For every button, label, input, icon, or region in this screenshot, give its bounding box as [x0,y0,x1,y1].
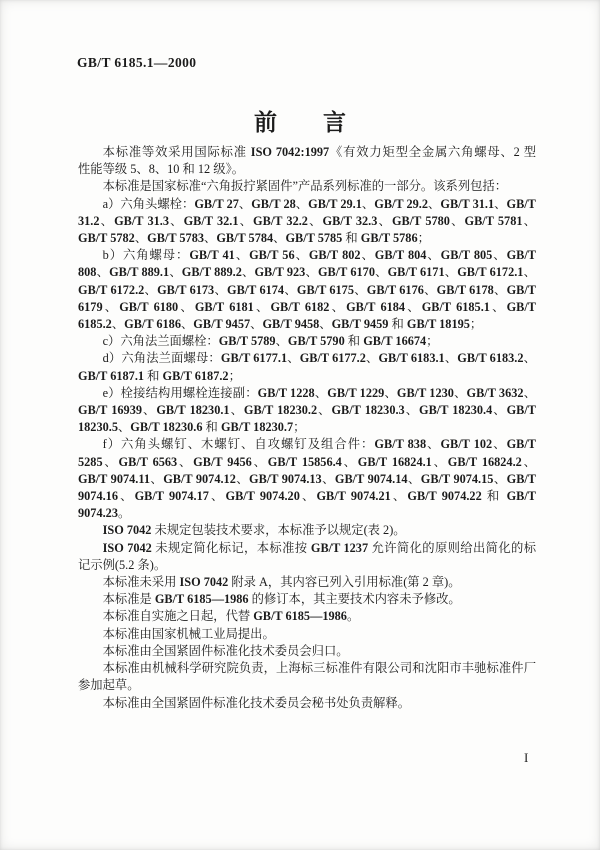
paragraph: 本标准由国家机械工业局提出。 [102,626,275,641]
paragraph: 本标准由机械科学研究院负责，上海标三标准件有限公司和沈阳市丰驰标准件厂参加起草。 [78,661,536,693]
paragraph: a）六角头螺栓：GB/T 27、GB/T 28、GB/T 29.1、GB/T 29.2、GB/T 31.1、GB/T 31.2、GB/T 31.3、GB/T 32.1、GB/T 32.2、GB/T 32.3、GB/T 5780、GB/T 5781、GB/T 5782、GB/T 5783、GB/T 5784、GB/T 5785 和 GB/T 5786； [78,196,536,246]
paragraph: b）六角螺母：GB/T 41、GB/T 56、GB/T 802、GB/T 804、GB/T 805、GB/T 808、GB/T 889.1、GB/T 889.2、GB/T 923、GB/T 6170、GB/T 6171、GB/T 6172.1、GB/T 6172.2、GB/T 6173、GB/T 6174、GB/T 6175、GB/T 6176、GB/T 6178、GB/T 6179、GB/T 6180、GB/T 6181、GB/T 6182、GB/T 6184、GB/T 6185.1、GB/T 6185.2、GB/T 6186、GB/T 9457、GB/T 9458、GB/T 9459 和 GB/T 18195； [78,248,536,332]
paragraph: ISO 7042 未规定简化标记，本标准按 GB/T 1237 允许简化的原则给出简化的标记示例(5.2 条)。 [78,540,536,572]
page-title: 前 言 [254,110,346,135]
paragraph: 本标准是 GB/T 6185—1986 的修订本，其主要技术内容未予修改。 [102,592,461,607]
page-number: I [524,750,529,765]
paragraph: e）栓接结构用螺栓连接副：GB/T 1228、GB/T 1229、GB/T 1230、GB/T 3632、GB/T 16939、GB/T 18230.1、GB/T 18230.2、GB/T 18230.3、GB/T 18230.4、GB/T 18230.5、GB/T 18230.6 和 GB/T 18230.7； [78,385,536,435]
paragraph: f）六角头螺钉、木螺钉、自攻螺钉及组合件：GB/T 838、GB/T 102、GB/T 5285、GB/T 6563、GB/T 9456、GB/T 15856.4、GB/T 16824.1、GB/T 16824.2、GB/T 9074.11、GB/T 9074.12、GB/T 9074.13、GB/T 9074.14、GB/T 9074.15、GB/T 9074.16、GB/T 9074.17、GB/T 9074.20、GB/T 9074.21、GB/T 9074.22 和 GB/T 9074.23。 [78,437,537,521]
paragraph: 本标准自实施之日起，代替 GB/T 6185—1986。 [102,609,360,624]
paragraph: d）六角法兰面螺母：GB/T 6177.1、GB/T 6177.2、GB/T 6183.1、GB/T 6183.2、GB/T 6187.1 和 GB/T 6187.2； [78,351,536,383]
paragraph: 本标准等效采用国际标准 ISO 7042:1997《有效力矩型全金属六角螺母、2 型 性能等级 5、8、10 和 12 级》。 [78,145,549,177]
paragraph: c）六角法兰面螺栓：GB/T 5789、GB/T 5790 和 GB/T 16674； [102,334,439,349]
paragraph: 本标准未采用 ISO 7042 附录 A，其内容已列入引用标准(第 2 章)。 [102,575,461,590]
paragraph: 本标准由全国紧固件标准化技术委员会归口。 [102,643,349,658]
paragraph: 本标准是国家标准“六角扳拧紧固件”产品系列标准的一部分。该系列包括： [102,179,508,194]
paragraph: ISO 7042 未规定包装技术要求，本标准予以规定(表 2)。 [102,523,406,538]
paragraph: 本标准由全国紧固件标准化技术委员会秘书处负责解释。 [102,695,411,710]
document-body [78,144,549,712]
doc-number: GB/T 6185.1—2000 [77,55,197,70]
